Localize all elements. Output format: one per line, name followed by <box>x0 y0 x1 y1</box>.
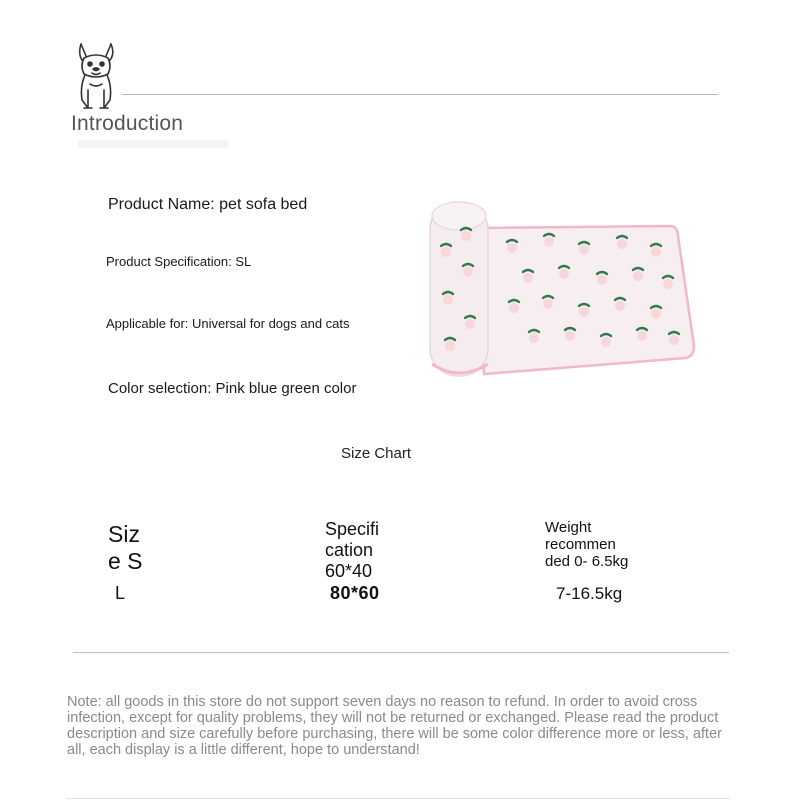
spec-column-header: Specifi cation 60*40 <box>325 519 380 581</box>
size-chart-title: Size Chart <box>341 445 412 462</box>
weight-column-header: Weight recommen ded 0- 6.5kg <box>545 519 629 570</box>
table-cell-size: L <box>115 583 126 603</box>
product-colors: Color selection: Pink blue green color <box>108 380 357 397</box>
table-cell-weight: 7-16.5kg <box>556 584 623 603</box>
header-divider <box>122 94 718 95</box>
pet-mat-image <box>424 196 714 386</box>
refund-note: Note: all goods in this store do not support seven days no reason to refund. In order to avoid cross infection, except for quality problems, they will not be returned or exchanged. Please read the product description and size carefully before purchasing, there will be some color difference more or less, after all, each display is a little different, hope to understand! <box>67 694 722 758</box>
size-column-header: Siz e S <box>108 521 143 574</box>
product-name: Product Name: pet sofa bed <box>108 196 308 213</box>
section-title: Introduction <box>71 112 184 135</box>
footer-divider <box>66 798 730 799</box>
title-shadow <box>78 140 228 148</box>
product-specification: Product Specification: SL <box>106 254 252 269</box>
table-cell-spec: 80*60 <box>330 583 380 603</box>
french-bulldog-icon <box>72 40 122 112</box>
product-applicable: Applicable for: Universal for dogs and cats <box>106 316 350 331</box>
section-divider <box>73 652 729 653</box>
